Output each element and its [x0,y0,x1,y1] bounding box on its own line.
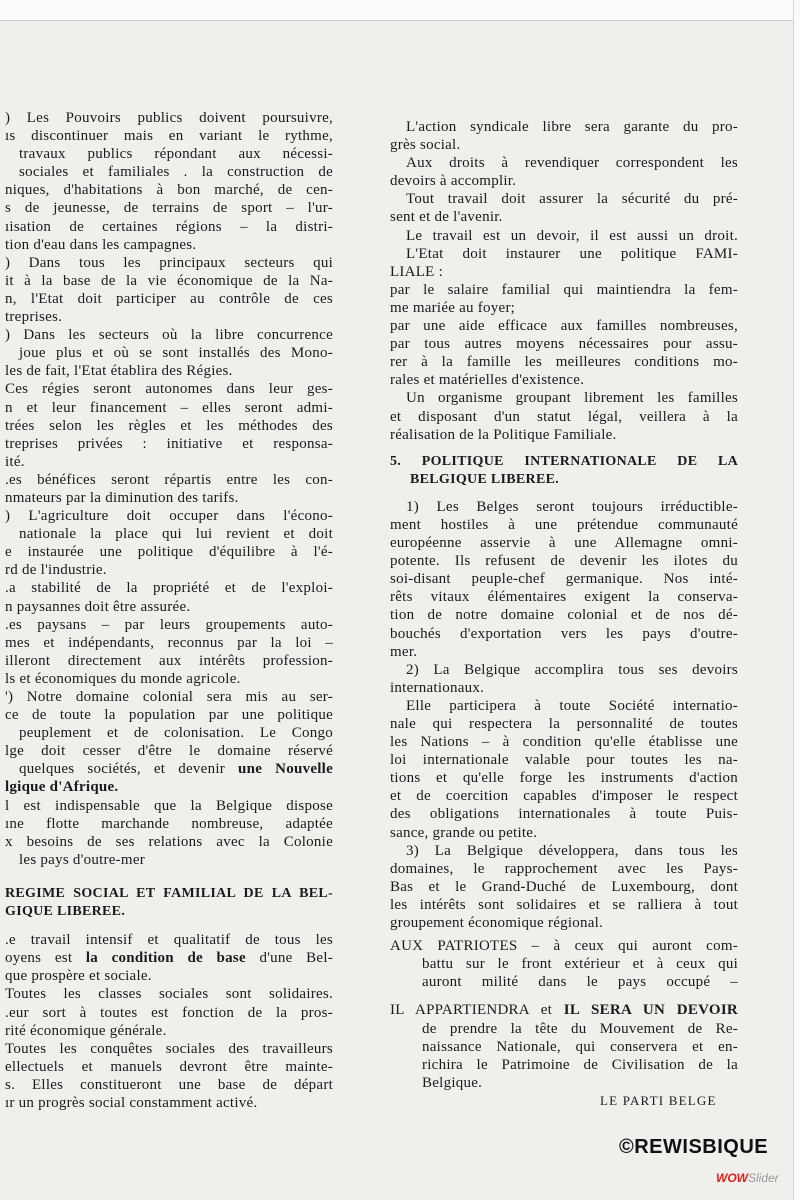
text-line [5,760,333,778]
text-line: loi internationale valable pour toutes les na- [390,752,738,769]
text-line: AUX PATRIOTES – à ceux qui auront com- [390,938,738,955]
text-line: par le salaire familial qui maintiendra la fem- [390,281,738,298]
text-line: peuplement et de colonisation. Le Congo [19,725,333,742]
text-line: ) Dans les secteurs où la libre concurrence [5,327,333,344]
badge-wow-text: WOW [716,1171,748,1185]
text-line: Toutes les classes sociales sont solidaires. [5,986,333,1003]
text-line: et disposant d'un statut légal, veillera à la [390,408,738,425]
text-line: lge doit cesser d'être le domaine réservé [5,743,333,760]
text-line: soi-disant peuple-chef germanique. Nos inté- [390,571,738,588]
text-line: ıisation de certaines régions – la distri- [5,218,333,235]
text-line: nmateurs par la diminution des tarifs. [5,489,239,506]
text-line: battu sur le front extérieur et à ceux qui [422,956,738,973]
text-line: .a stabilité de la propriété et de l'exploi- [5,580,333,597]
text-line: européenne asservie à une Allemagne omni- [390,535,738,552]
scan-top-border [0,0,800,21]
text-line: groupement économique régional. [390,915,604,932]
section-heading: REGIME SOCIAL ET FAMILIAL DE LA BEL- [5,885,333,901]
text-line: .es bénéfices seront répartis entre les con- [5,471,333,488]
wowslider-badge [716,1171,779,1185]
text-line: tions et qu'elle forge les instruments d'action [390,770,738,787]
text-line: et de coercition capables d'imposer le respect [390,788,738,805]
text-line: potente. Ils refusent de devenir les ilotes du [390,553,738,570]
text-line: l est indispensable que la Belgique dispose [5,797,333,814]
badge-slider-text: Slider [748,1171,779,1185]
text-line: .eur sort à toutes est fonction de la pros- [5,1004,333,1021]
text-line: tion d'eau dans les campagnes. [5,236,197,253]
text-line: nationale la place qui lui revient et doit [19,526,333,543]
text-line: niques, d'habitations à bon marché, de cen- [5,182,333,199]
text-line: ité. [5,453,25,470]
text-line: 1) Les Belges seront toujours irréductible- [406,498,738,515]
text-line: n et leur financement – elles seront admi- [5,399,333,416]
text-line: grès social. [390,137,461,154]
bold-phrase: lgique d'Afrique. [5,779,119,796]
text-line: Un organisme groupant librement les familles [406,390,738,407]
text-line: e instaurée une politique d'équilibre à l'é- [5,544,333,561]
bold-phrase: une Nouvelle [238,761,334,778]
text-line: ) L'agriculture doit occuper dans l'écono- [5,508,333,525]
scan-right-edge [793,0,800,1200]
text-line: it à la base de la vie économique de la Na- [5,272,333,289]
text-line: rd de l'industrie. [5,562,107,579]
text-line: LIALE : [390,263,443,280]
text-line: ment hostiles à une prétendue communauté [390,516,738,533]
text-segment: quelques sociétés, et devenir [19,761,239,778]
text-line: x besoins de ses relations avec la Colonie [5,833,333,850]
text-line: rer à la famille les meilleures conditions mo- [390,354,738,371]
text-line: Toutes les conquêtes sociales des travailleurs [5,1040,333,1057]
text-line: les Nations – à condition qu'elle établisse une [390,734,738,751]
text-line: ls et économiques du monde agricole. [5,670,241,687]
left-column [5,109,333,1112]
text-line: les de fait, l'Etat établira des Régies. [5,363,233,380]
text-line: ') Notre domaine colonial sera mis au ser- [5,689,333,705]
text-segment: IL APPARTIENDRA et [390,1002,564,1019]
text-line: rales et matérielles d'existence. [390,372,585,389]
text-line: ) Dans tous les principaux secteurs qui [5,254,333,271]
text-line: rité économique générale. [5,1022,167,1039]
text-line: tion de notre domaine colonial et de nos dé- [390,607,738,624]
text-line: par une aide efficace aux familles nombreuses, [390,318,738,335]
text-line: treprises. [5,309,63,326]
text-line: mer. [390,643,418,660]
text-line: L'action syndicale libre sera garante du pro- [406,119,738,135]
text-line: richira le Patrimoine de Civilisation de la [422,1056,738,1073]
text-line: mes et indépendants, reconnus par la loi – [5,634,333,651]
text-line: travaux publics répondant aux nécessi- [19,146,333,163]
text-line: sance, grande ou petite. [390,824,538,841]
text-line: 2) La Belgique accomplira tous ses devoirs [406,661,738,678]
text-line [390,1001,738,1019]
text-line [5,949,333,967]
text-line: Tout travail doit assurer la sécurité du pré- [406,191,738,208]
text-line: n paysannes doit être assurée. [5,598,191,615]
text-line: s. Elles constitueront une base de départ [5,1076,333,1093]
text-line: treprises privées : initiative et responsa- [5,435,333,452]
text-line: naissance Nationale, qui conservera et en- [422,1038,738,1055]
text-segment: oyens est [5,950,86,967]
text-line: par tous autres moyens nécessaires pour assu- [390,336,738,353]
text-line: trées selon les règles et les méthodes des [5,417,333,434]
text-line: n, l'Etat doit participer au contrôle de ces [5,290,333,307]
text-line: auront milité dans le pays occupé – [422,974,738,991]
text-line: internationaux. [390,679,485,696]
text-line: nale qui respectera la personnalité de toutes [390,716,738,732]
text-line: 3) La Belgique développera, dans tous les [406,842,738,859]
text-line: les pays d'outre-mer [19,851,145,868]
text-line: Elle participera à toute Société internatio- [406,697,738,714]
text-line: Ces régies seront autonomes dans leur ges- [5,381,333,398]
text-segment: d'une Bel- [245,950,333,967]
text-line: ıne flotte marchande nombreuse, adaptée [5,815,333,832]
text-line: illeront directement aux intérêts profession- [5,652,333,669]
text-line: ) Les Pouvoirs publics doivent poursuivre, [5,110,333,126]
text-line: devoirs à accomplir. [390,173,517,190]
text-line: rêts vitaux élémentaires exigent la conserva- [390,589,738,606]
text-line: ıs discontinuer mais en variant le rythme, [5,128,333,145]
bold-phrase: la condition de base [85,950,246,967]
text-line: bouchés d'exportation vers les pays d'outre- [390,625,738,642]
text-line: domaines, le rapprochement avec les Pays- [390,860,738,877]
signature: LE PARTI BELGE [600,1092,717,1108]
text-line: .es paysans – par leurs groupements auto- [5,616,333,633]
text-line: ır un progrès social constamment activé. [5,1094,258,1111]
text-line: les intérêts sont solidaires et se ralliera à tout [390,896,738,913]
text-line: des obligations internationales à toute Puis- [390,806,738,823]
bold-phrase: IL SERA UN DEVOIR [563,1002,738,1019]
text-line: sent et de l'avenir. [390,209,503,226]
text-line: Le travail est un devoir, il est aussi un droit. [406,227,738,244]
text-line: me mariée au foyer; [390,299,516,316]
text-line: Aux droits à revendiquer correspondent les [406,155,738,172]
copyright-watermark: ©REWISBIQUE [619,1136,769,1158]
right-column [390,118,738,1110]
text-line: de prendre la tête du Mouvement de Re- [422,1020,738,1037]
text-line: L'Etat doit instaurer une politique FAMI- [406,245,738,262]
text-line: réalisation de la Politique Familiale. [390,426,617,443]
text-line: que prospère et sociale. [5,968,152,985]
section-heading: BELGIQUE LIBEREE. [410,471,560,487]
text-line: joue plus et où se sont installés des Mono- [19,345,333,362]
text-line: s de jeunesse, de terrains de sport – l'ur- [5,200,333,217]
text-line: Belgique. [422,1074,483,1091]
section-heading: GIQUE LIBEREE. [5,904,126,920]
text-line: ellectuels et manuels devront être mainte- [5,1058,333,1075]
text-line: Bas et le Grand-Duché de Luxembourg, dont [390,878,738,895]
text-line: sociales et familiales . la construction de [19,164,333,181]
text-line: ce de toute la population par une politique [5,707,333,724]
text-line: .e travail intensif et qualitatif de tous les [5,932,333,949]
section-heading: 5. POLITIQUE INTERNATIONALE DE LA [390,453,738,469]
